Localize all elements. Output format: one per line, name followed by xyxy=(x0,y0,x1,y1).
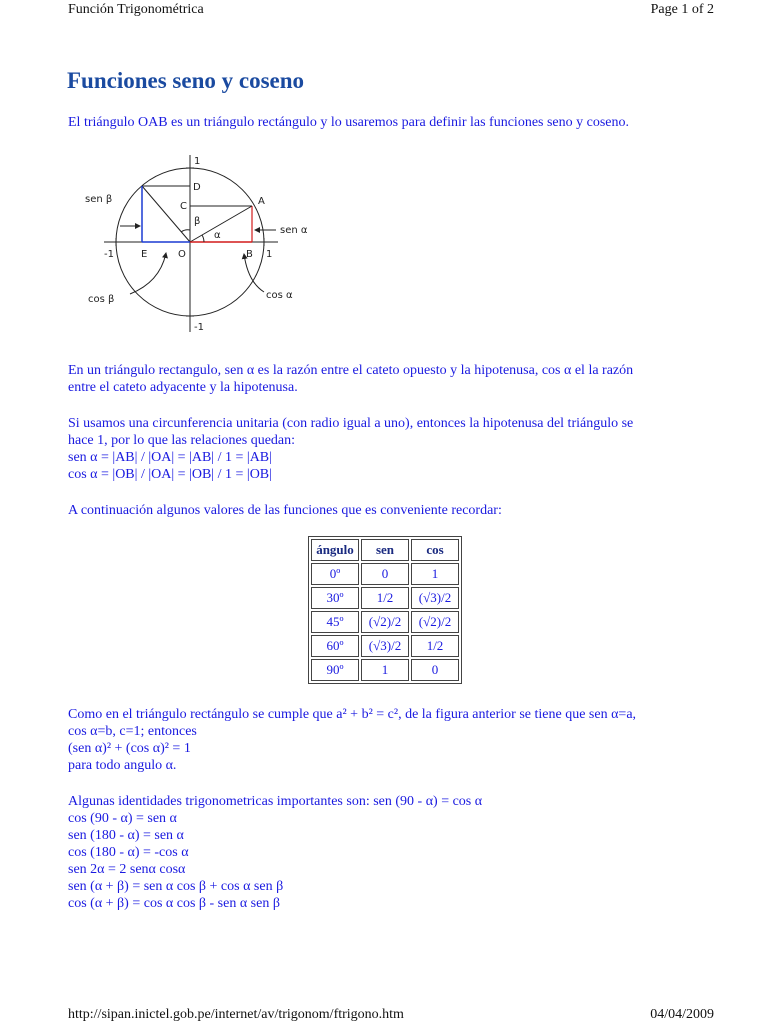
label-E: E xyxy=(141,249,148,260)
label-D: D xyxy=(193,182,201,193)
table-header-row xyxy=(311,539,459,561)
trig-values-table xyxy=(308,536,462,684)
column-header-cos: cos xyxy=(411,539,459,561)
text-line: Como en el triángulo rectángulo se cumple que a² + b² = c², de la figura anterior se tiene que sen α=a, xyxy=(68,707,637,722)
footer-url: http://sipan.inictel.gob.pe/internet/av/trigonom/ftrigono.htm xyxy=(68,1007,404,1022)
table-cell: (√3)/2 xyxy=(361,635,409,657)
page-title: Funciones seno y coseno xyxy=(67,68,305,93)
label-cos-beta: cos β xyxy=(88,294,115,305)
table-cell: 60º xyxy=(311,635,359,657)
table-row xyxy=(311,611,459,633)
table-cell: (√2)/2 xyxy=(361,611,409,633)
table-cell: 0º xyxy=(311,563,359,585)
paragraph-unit-circle xyxy=(68,415,708,483)
segment-O-top-left xyxy=(142,186,190,242)
label-O: O xyxy=(178,249,186,260)
table-cell: 1/2 xyxy=(361,587,409,609)
table-cell: 1 xyxy=(361,659,409,681)
text-line: sen (180 - α) = sen α xyxy=(68,828,184,843)
paragraph-values-intro: A continuación algunos valores de las funciones que es conveniente recordar: xyxy=(68,503,502,518)
text-line: (sen α)² + (cos α)² = 1 xyxy=(68,741,191,756)
paragraph-sin-cos-definition xyxy=(68,362,708,396)
label-y-neg-one: -1 xyxy=(194,322,204,333)
table-cell: 0 xyxy=(361,563,409,585)
table-row xyxy=(311,587,459,609)
label-C: C xyxy=(180,201,187,212)
text-line: sen α = |AB| / |OA| = |AB| / 1 = |AB| xyxy=(68,450,272,465)
text-line: cos α=b, c=1; entonces xyxy=(68,724,197,739)
table-cell: (√2)/2 xyxy=(411,611,459,633)
label-beta: β xyxy=(194,216,201,227)
label-alpha: α xyxy=(214,230,221,241)
label-y-pos-one: 1 xyxy=(194,156,201,167)
table-cell: (√3)/2 xyxy=(411,587,459,609)
table-cell: 1/2 xyxy=(411,635,459,657)
label-B: B xyxy=(246,249,253,260)
paragraph-identities xyxy=(68,793,708,912)
text-line: cos (90 - α) = sen α xyxy=(68,811,177,826)
table-row xyxy=(311,635,459,657)
table-cell: 30º xyxy=(311,587,359,609)
table-row xyxy=(311,563,459,585)
text-line: hace 1, por lo que las relaciones quedan: xyxy=(68,433,296,448)
column-header-sen: sen xyxy=(361,539,409,561)
unit-circle-diagram xyxy=(80,150,330,340)
text-line: cos α = |OB| / |OA| = |OB| / 1 = |OB| xyxy=(68,467,272,482)
table-row xyxy=(311,659,459,681)
text-line: En un triángulo rectangulo, sen α es la razón entre el cateto opuesto y la hipotenusa, cos α el la razón xyxy=(68,363,634,378)
table-cell: 1 xyxy=(411,563,459,585)
table-cell: 90º xyxy=(311,659,359,681)
unit-circle-svg xyxy=(80,150,330,340)
intro-paragraph: El triángulo OAB es un triángulo rectángulo y lo usaremos para definir las funciones seno y coseno. xyxy=(68,115,630,130)
label-cos-alpha: cos α xyxy=(266,290,293,301)
page-header-title: Función Trigonométrica xyxy=(68,2,204,17)
column-header-angle: ángulo xyxy=(311,539,359,561)
label-x-pos-one: 1 xyxy=(266,249,273,260)
label-A: A xyxy=(258,196,265,207)
label-x-neg-one: -1 xyxy=(104,249,114,260)
text-line: cos (α + β) = cos α cos β - sen α sen β xyxy=(68,896,280,911)
text-line: para todo angulo α. xyxy=(68,758,177,773)
text-line: sen (α + β) = sen α cos β + cos α sen β xyxy=(68,879,284,894)
label-sen-beta: sen β xyxy=(85,194,113,205)
label-sen-alpha: sen α xyxy=(280,225,308,236)
text-line: Si usamos una circunferencia unitaria (con radio igual a uno), entonces la hipotenusa del triángulo se xyxy=(68,416,634,431)
table-cell: 0 xyxy=(411,659,459,681)
paragraph-pythagorean xyxy=(68,706,708,774)
page-header-pagenum: Page 1 of 2 xyxy=(650,2,714,17)
text-line: sen 2α = 2 senα cosα xyxy=(68,862,186,877)
text-line: entre el cateto adyacente y la hipotenusa. xyxy=(68,380,298,395)
text-line: cos (180 - α) = -cos α xyxy=(68,845,189,860)
table-cell: 45º xyxy=(311,611,359,633)
text-line: Algunas identidades trigonometricas importantes son: sen (90 - α) = cos α xyxy=(68,794,483,809)
footer-date: 04/04/2009 xyxy=(650,1007,714,1022)
